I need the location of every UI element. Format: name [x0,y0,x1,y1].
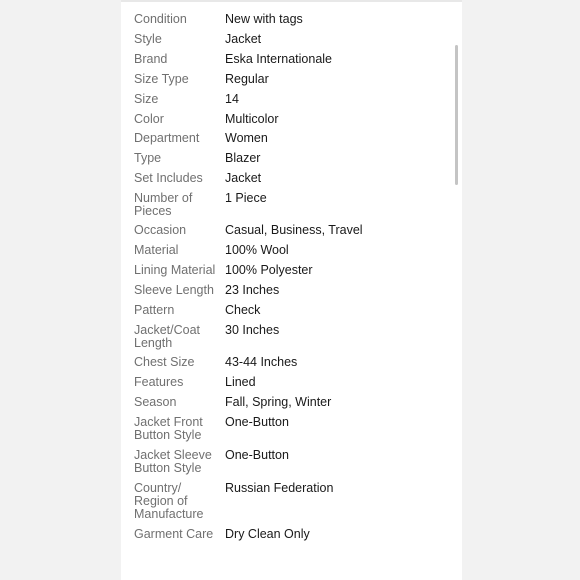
spec-label: Jacket Front Button Style [134,415,203,443]
spec-label: Size [134,92,159,106]
spec-value: 100% Wool [225,243,289,257]
spec-row [134,192,454,218]
spec-label: Occasion [134,223,187,237]
spec-row [134,33,454,46]
spec-row [134,304,454,317]
spec-label: Season [134,395,177,409]
spec-value: Eska Internationale [225,52,333,66]
spec-row [134,449,454,475]
spec-value: 100% Polyester [225,263,313,277]
spec-value: 14 [225,92,239,106]
spec-value: Blazer [225,151,261,165]
spec-row [134,264,454,277]
spec-label: Set Includes [134,171,203,185]
spec-label: Style [134,32,162,46]
spec-value: Dry Clean Only [225,527,310,541]
spec-row [134,528,454,541]
spec-row [134,416,454,442]
spec-value: One-Button [225,448,289,462]
spec-value: Multicolor [225,112,279,126]
scrollbar-thumb[interactable] [455,45,458,185]
spec-row [134,53,454,66]
spec-label: Features [134,375,184,389]
spec-row [134,324,454,350]
spec-label: Department [134,131,200,145]
spec-label: Jacket Sleeve Button Style [134,448,212,476]
spec-row [134,376,454,389]
spec-row [134,73,454,86]
spec-label: Country/ Region of Manufacture [134,481,204,522]
spec-label: Chest Size [134,355,195,369]
spec-label: Color [134,112,164,126]
spec-value: Check [225,303,261,317]
spec-row [134,13,454,26]
spec-row [134,356,454,369]
spec-value: Women [225,131,268,145]
item-specifics-panel[interactable] [121,0,462,580]
panel-top-border [121,0,462,2]
spec-value: 23 Inches [225,283,280,297]
spec-value: Casual, Business, Travel [225,223,363,237]
spec-label: Jacket/Coat Length [134,323,201,351]
spec-value: One-Button [225,415,289,429]
spec-row [134,172,454,185]
spec-label: Lining Material [134,263,216,277]
spec-value: Jacket [225,32,262,46]
spec-value: Fall, Spring, Winter [225,395,332,409]
spec-value: 30 Inches [225,323,280,337]
spec-value: Russian Federation [225,481,334,495]
spec-label: Condition [134,12,187,26]
spec-value: Regular [225,72,269,86]
spec-row [134,396,454,409]
spec-row [134,284,454,297]
spec-label: Type [134,151,162,165]
spec-value: New with tags [225,12,303,26]
spec-label: Number of Pieces [134,191,193,219]
spec-row [134,224,454,237]
spec-label: Brand [134,52,168,66]
spec-label: Material [134,243,179,257]
spec-value: 43-44 Inches [225,355,298,369]
spec-label: Size Type [134,72,189,86]
spec-row [134,244,454,257]
spec-row [134,93,454,106]
spec-label: Sleeve Length [134,283,214,297]
spec-row [134,113,454,126]
spec-label: Garment Care [134,527,214,541]
spec-value: Jacket [225,171,262,185]
spec-row [134,152,454,165]
spec-value: 1 Piece [225,191,267,205]
spec-value: Lined [225,375,256,389]
spec-label: Pattern [134,303,175,317]
spec-row [134,482,454,522]
spec-row [134,132,454,145]
